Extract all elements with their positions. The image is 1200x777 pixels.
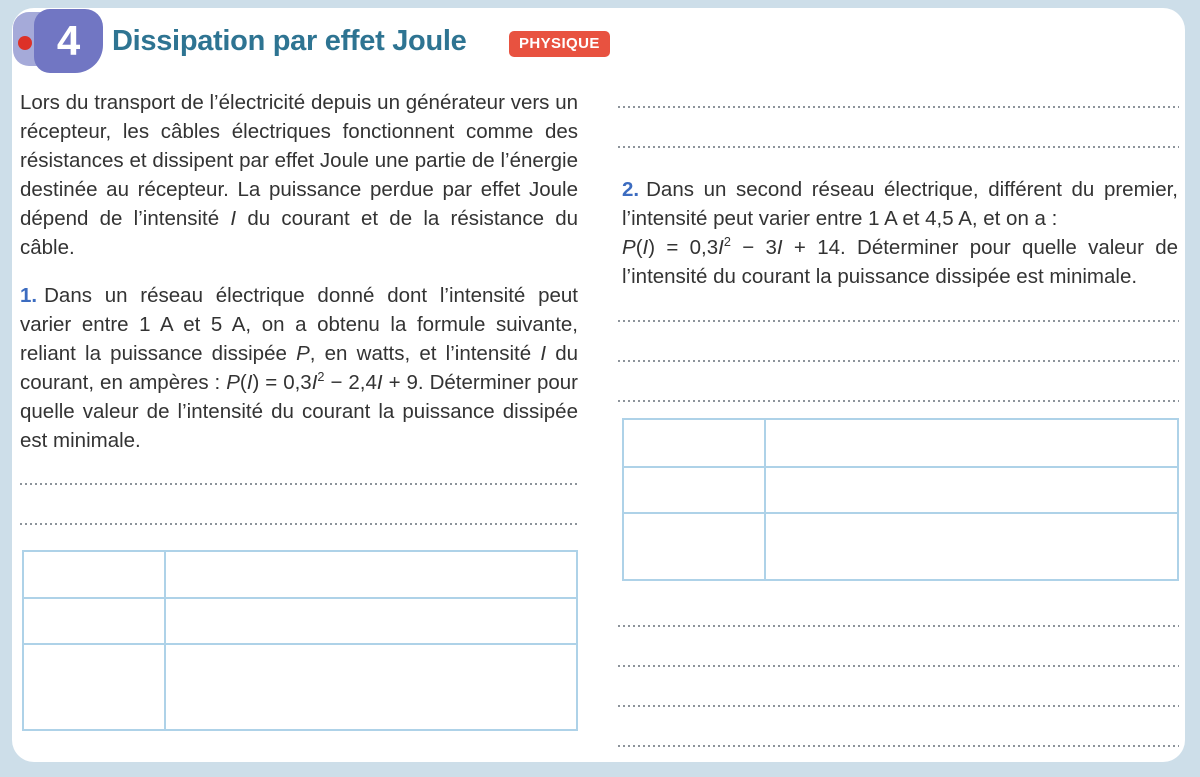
answer-table-cell — [624, 420, 764, 466]
page-title: Dissipation par effet Joule — [112, 25, 467, 57]
question-2-number: 2. — [622, 178, 640, 201]
question-2-text: Dans un second réseau électrique, différent du premier, l’intensité peut varier entre 1 A et 4,5 A, et on a : $P(I) = 0,3I^2 - 3I + 14$. Déterminer pour quelle valeur de l’intensité du courant la puissance dissipée est minimale. — [622, 178, 1179, 288]
answer-table-cell — [164, 645, 576, 729]
exercise-number: 4 — [56, 17, 81, 64]
answer-table-cell — [624, 468, 764, 512]
subject-badge: PHYSIQUE — [509, 31, 610, 57]
answer-table-left — [22, 550, 578, 731]
answer-table-cell — [164, 552, 576, 597]
answer-table-cell — [24, 552, 164, 597]
answer-table-row — [24, 597, 576, 643]
answer-dotted-line — [20, 523, 578, 525]
question-2 — [622, 175, 1178, 291]
answer-table-cell — [764, 420, 1177, 466]
answer-table-cell — [24, 599, 164, 643]
answer-dotted-line — [618, 106, 1179, 108]
answer-dotted-line — [618, 400, 1179, 402]
answer-dotted-line — [618, 360, 1179, 362]
answer-dotted-line — [618, 745, 1179, 747]
answer-table-cell — [164, 599, 576, 643]
answer-dotted-line — [618, 320, 1179, 322]
answer-dotted-line — [618, 705, 1179, 707]
exercise-card — [12, 8, 1185, 762]
answer-dotted-line — [618, 665, 1179, 667]
answer-table-cell — [764, 514, 1177, 579]
answer-lines-right-top — [618, 106, 1179, 148]
answer-lines-right-bottom — [618, 625, 1179, 747]
answer-dotted-line — [20, 483, 578, 485]
answer-table-row — [624, 420, 1177, 466]
answer-table-cell — [24, 645, 164, 729]
answer-table-cell — [764, 468, 1177, 512]
answer-table-row — [624, 512, 1177, 579]
answer-dotted-line — [618, 625, 1179, 627]
answer-table-cell — [624, 514, 764, 579]
red-bullet-icon — [18, 36, 32, 50]
question-1-number: 1. — [20, 284, 38, 307]
exercise-number-badge — [34, 9, 103, 73]
question-1-text: Dans un réseau électrique donné dont l’intensité peut varier entre 1 A et 5 A, on a obtenu la formule suivante, reliant la puissance dissipée P, en watts, et l’intensité I du courant, en ampères : $P(I) = 0,3I^2 - 2,4I + 9$. Déterminer pour quelle valeur de l’intensité du courant la puissance dissipée est minimale. — [20, 284, 579, 452]
answer-lines-right-middle — [618, 320, 1179, 402]
answer-table-row — [624, 466, 1177, 512]
answer-lines-left — [20, 483, 578, 525]
answer-dotted-line — [618, 146, 1179, 148]
answer-table-row — [24, 552, 576, 597]
answer-table-row — [24, 643, 576, 729]
answer-table-right — [622, 418, 1179, 581]
question-1 — [20, 281, 578, 455]
intro-paragraph: Lors du transport de l’électricité depuis un générateur vers un récepteur, les câbles électriques fonctionnent comme des résistances et dissipent par effet Joule une partie de l’énergie destinée au récepteur. La puissance perdue par effet Joule dépend de l’intensité I du courant et de la résistance du câble. — [20, 91, 579, 259]
